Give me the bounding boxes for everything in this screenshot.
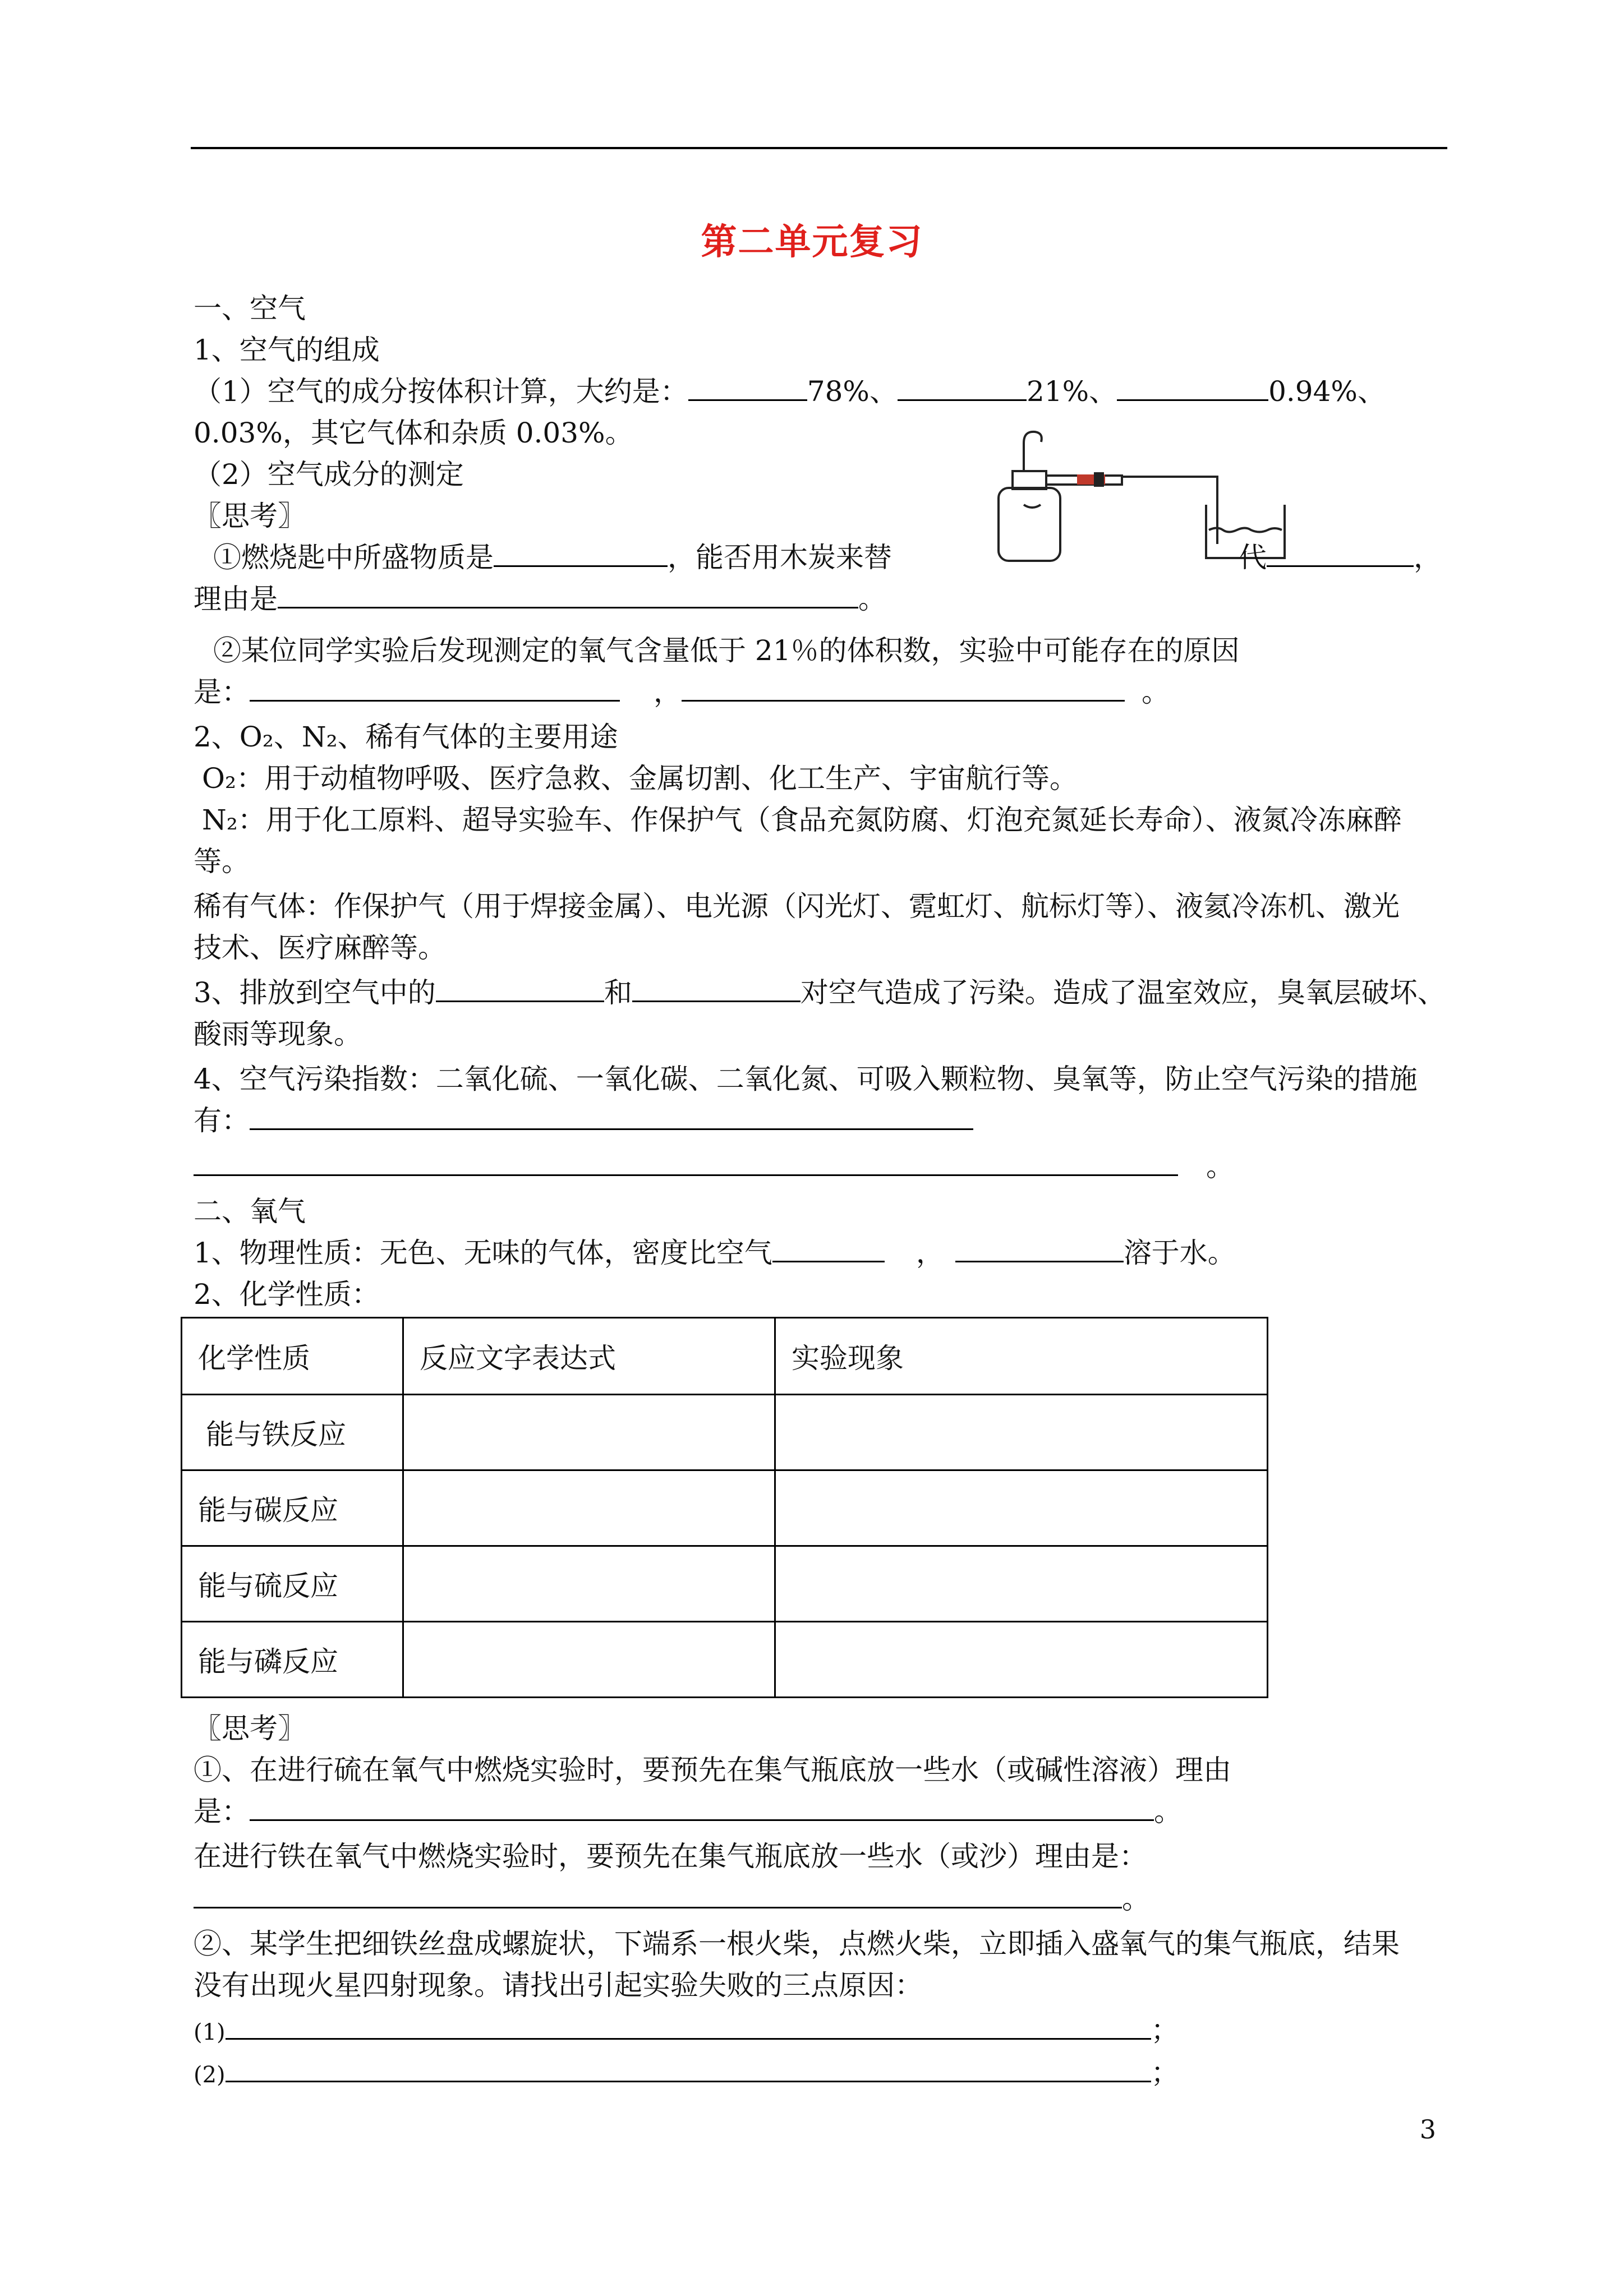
pollution-measures-cont: 。: [194, 1150, 1234, 1183]
oxygen-physical: 1、物理性质：无色、无味的气体，密度比空气 ， 溶于水。: [194, 1237, 1236, 1269]
table-cell-empty[interactable]: [775, 1470, 1268, 1546]
o2-uses: O₂：用于动植物呼吸、医疗急救、金属切割、化工生产、宇宙航行等。: [202, 762, 1078, 795]
table-cell-empty[interactable]: [775, 1622, 1268, 1698]
table-row: [182, 1622, 1268, 1698]
table-row: [182, 1470, 1268, 1546]
table-cell: 能与硫反应: [182, 1546, 403, 1622]
answer-blank[interactable]: [688, 375, 807, 401]
table-cell: 能与铁反应: [182, 1395, 403, 1470]
table-header-cell: 反应文字表达式: [403, 1318, 775, 1395]
pollution-index: 4、空气污染指数：二氧化硫、一氧化碳、二氧化氮、可吸入颗粒物、臭氧等，防止空气污染的措施: [194, 1063, 1418, 1095]
section-heading-oxygen: 二、氧气: [194, 1195, 306, 1228]
think-question-1-answer: 是： 。: [194, 1795, 1182, 1828]
question-1-tail: 代 ，: [1239, 541, 1442, 574]
air-composition-line2: 0.03%，其它气体和杂质 0.03%。: [194, 417, 633, 449]
answer-blank[interactable]: [226, 2056, 1151, 2082]
question-2-answers: 是： ， 。: [194, 676, 1170, 708]
air-composition-line: （1）空气的成分按体积计算，大约是： 78%、 21%、 0.94%、: [194, 375, 1386, 408]
n2-uses: N₂：用于化工原料、超导实验车、作保护气（食品充氮防腐、灯泡充氮延长寿命）、液氮冷冻麻醉: [202, 804, 1402, 836]
think-question-1b-answer: 。: [194, 1882, 1150, 1916]
reason-1: (1) ；: [194, 2014, 1179, 2046]
think-question-1b: 在进行铁在氧气中燃烧实验时，要预先在集气瓶底放一些水（或沙）理由是：: [194, 1840, 1147, 1873]
answer-blank[interactable]: [772, 1236, 885, 1262]
answer-blank[interactable]: [194, 1882, 1122, 1908]
table-cell-empty[interactable]: [403, 1395, 775, 1470]
n2-uses-cont: 等。: [194, 845, 250, 878]
answer-blank[interactable]: [955, 1236, 1124, 1262]
header-rule: [191, 147, 1447, 149]
table-row: [182, 1395, 1268, 1470]
subheading-air-composition: 1、空气的组成: [194, 334, 380, 366]
answer-blank[interactable]: [1117, 375, 1268, 401]
think-question-2-cont: 没有出现火星四射现象。请找出引起实验失败的三点原因：: [194, 1969, 923, 2002]
pollution-measures: 有：: [194, 1104, 973, 1137]
table-cell: 能与碳反应: [182, 1470, 403, 1546]
table-cell-empty[interactable]: [775, 1546, 1268, 1622]
table-cell-empty[interactable]: [403, 1622, 775, 1698]
answer-blank[interactable]: [226, 2013, 1151, 2040]
think-label-2: 〖思考〗: [194, 1712, 306, 1745]
reason-2: (2) ；: [194, 2057, 1179, 2089]
chemical-properties-table: [181, 1317, 1268, 1698]
question-1-reason: 理由是 。: [194, 583, 886, 615]
oxygen-chemical: 2、化学性质：: [194, 1278, 380, 1311]
answer-blank[interactable]: [250, 675, 620, 702]
subheading-gas-uses: 2、O₂、N₂、稀有气体的主要用途: [194, 721, 618, 753]
pollution-line: 3、排放到空气中的 和 对空气造成了污染。造成了温室效应，臭氧层破坏、: [194, 976, 1446, 1009]
rare-gas-uses-cont: 技术、医疗麻醉等。: [194, 932, 446, 964]
answer-blank[interactable]: [436, 976, 604, 1002]
question-2: ②某位同学实验后发现测定的氧气含量低于 21％的体积数，实验中可能存在的原因: [213, 634, 1240, 667]
page-number: 3: [1419, 2114, 1436, 2145]
rare-gas-uses: 稀有气体：作保护气（用于焊接金属）、电光源（闪光灯、霓虹灯、航标灯等）、液氦冷冻机、激光: [194, 890, 1400, 923]
table-header-cell: 化学性质: [182, 1318, 403, 1395]
table-cell: 能与磷反应: [182, 1622, 403, 1698]
answer-blank[interactable]: [250, 1104, 973, 1130]
table-header-row: [182, 1318, 1268, 1395]
table-cell-empty[interactable]: [775, 1395, 1268, 1470]
section-heading-air: 一、空气: [194, 292, 306, 325]
question-1: ①燃烧匙中所盛物质是 ，能否用木炭来替: [213, 541, 892, 574]
pollution-line2: 酸雨等现象。: [194, 1018, 362, 1050]
table-row: [182, 1546, 1268, 1622]
answer-blank[interactable]: [682, 675, 1125, 702]
table-header-cell: 实验现象: [775, 1318, 1268, 1395]
think-question-1: ①、在进行硫在氧气中燃烧实验时，要预先在集气瓶底放一些水（或碱性溶液）理由: [194, 1754, 1231, 1786]
answer-blank[interactable]: [250, 1795, 1154, 1821]
table-cell-empty[interactable]: [403, 1546, 775, 1622]
page-title: 第二单元复习: [701, 221, 923, 263]
think-label-1: 〖思考〗: [194, 500, 306, 532]
answer-blank[interactable]: [898, 375, 1027, 401]
answer-blank[interactable]: [1267, 541, 1414, 567]
answer-blank[interactable]: [632, 976, 801, 1002]
answer-blank[interactable]: [494, 541, 668, 567]
table-cell-empty[interactable]: [403, 1470, 775, 1546]
answer-blank[interactable]: [194, 1150, 1178, 1176]
subheading-air-measure: （2）空气成分的测定: [194, 458, 464, 491]
answer-blank[interactable]: [278, 582, 858, 608]
think-question-2: ②、某学生把细铁丝盘成螺旋状，下端系一根火柴，点燃火柴，立即插入盛氧气的集气瓶底，结果: [194, 1928, 1400, 1960]
